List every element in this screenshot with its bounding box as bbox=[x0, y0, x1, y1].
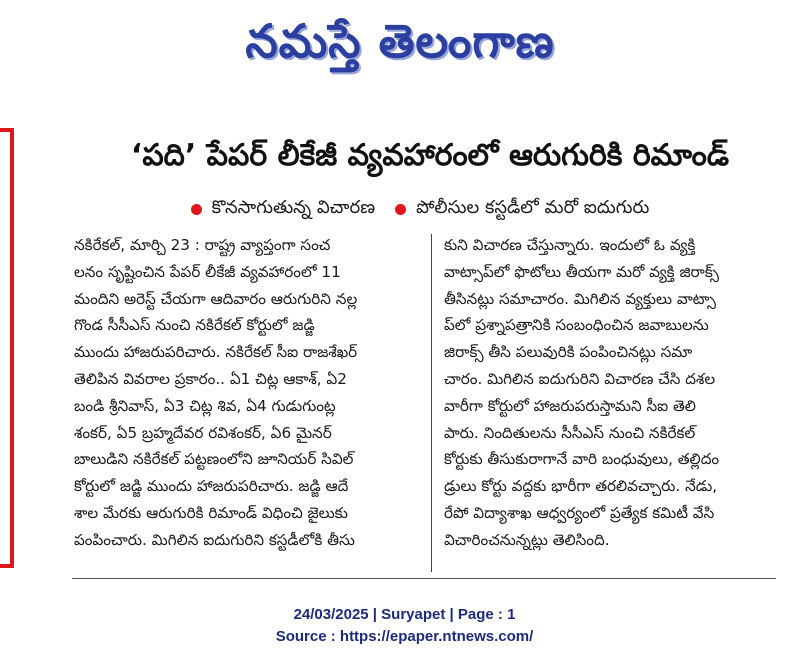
bullet-icon bbox=[395, 204, 406, 215]
bullet-icon bbox=[191, 204, 202, 215]
article-body-left-column bbox=[74, 232, 426, 572]
body-line: గొండ సీసీఎస్ నుంచి నకిరేకల్ కోర్టులో జడ్జి bbox=[74, 316, 315, 335]
body-line: నకిరేకల్, మార్చి 23 : రాష్ట్ర వ్యాప్తంగా సంచ bbox=[74, 236, 331, 254]
body-line: కుని విచారణ చేస్తున్నారు. ఇందులో ఓ వ్యక్తి bbox=[444, 236, 696, 254]
body-line: ప్‌లో ప్రశ్నాపత్రానికి సంబంధించిన జవాబులను bbox=[444, 316, 709, 335]
body-line: మందిని అరెస్ట్ చేయగా ఆదివారం ఆరుగురిని నల్ల bbox=[74, 289, 358, 308]
body-line: పంపించారు. మిగిలిన ఐదుగురిని కస్టడీలోకి తీసు bbox=[74, 530, 355, 549]
masthead-logo bbox=[190, 2, 610, 80]
column-divider bbox=[431, 234, 432, 572]
article-bottom-rule bbox=[72, 578, 776, 579]
body-line: వారీగా కోర్టులో హాజరుపరుస్తామని సీఐ తెలి bbox=[444, 396, 696, 415]
body-line: రేపో విద్యాశాఖ ఆధ్వర్యంలో ప్రత్యేక కమిటీ వేసి bbox=[444, 503, 715, 522]
body-line: చారం. మిగిలిన ఐదుగురిని విచారణ చేసి దశల bbox=[444, 369, 716, 388]
body-line: శంకర్, ఏ5 బ్రహ్మదేవర రవిశంకర్, ఏ6 మైనర్ bbox=[74, 423, 332, 442]
subhead-2 bbox=[395, 197, 649, 222]
body-line: విచారించనున్నట్లు తెలిసింది. bbox=[444, 530, 610, 549]
subhead-1 bbox=[191, 197, 376, 222]
body-line: లనం సృష్టించిన పేపర్ లీకేజీ వ్యవహారంలో 11 bbox=[74, 262, 341, 281]
body-line: తీసినట్లు సమాచారం. మిగిలిన వ్యక్తులు వాట్సా bbox=[444, 289, 716, 308]
edition-info: 24/03/2025 | Suryapet | Page : 1 bbox=[293, 606, 516, 623]
adjacent-article-frame bbox=[0, 128, 14, 568]
body-line: కోర్టులో జడ్జి ముందు హాజరుపరిచారు. జడ్జి ఆదే bbox=[74, 477, 349, 496]
body-line: వాట్సాప్‌లో ఫొటోలు తీయగా మరో వ్యక్తి జిరాక్స్ bbox=[444, 262, 719, 281]
article-body-right-column bbox=[438, 232, 774, 572]
body-line: జిరాక్స్ తీసి పలువురికి పంపించినట్లు సమా bbox=[444, 343, 693, 362]
body-line: డ్రులు కోర్టు వద్దకు భారీగా తరలివచ్చారు. నేడు, bbox=[444, 477, 718, 496]
body-line: పారు. నిందితులను సీసీఎస్ నుంచి నకిరేకల్ bbox=[444, 423, 696, 442]
article-headline: ‘పది’ పేపర్ లీకేజీ వ్యవహారంలో ఆరుగురికి రిమాండ్ bbox=[130, 138, 730, 173]
body-line: బాలుడిని నకిరేకల్ పట్టణంలోని జూనియర్ సివిల్ bbox=[74, 450, 354, 469]
article-subheads bbox=[100, 192, 740, 226]
masthead-title: నమస్తే తెలంగాణ bbox=[245, 14, 555, 68]
subhead-1-text: కొనసాగుతున్న విచారణ bbox=[211, 196, 376, 218]
body-line: శాల మేరకు ఆరుగురికి రిమాండ్ విధించి జైలుకు bbox=[74, 503, 348, 522]
source-link[interactable]: Source : https://epaper.ntnews.com/ bbox=[275, 628, 534, 645]
body-line: కోర్టుకు తీసుకురాగానే వారి బంధువులు, తల్లిదం bbox=[444, 450, 720, 469]
body-line: బండి శ్రీనివాస్, ఏ3 చిట్ల శివ, ఏ4 గుడుగుంట్ల bbox=[74, 396, 336, 415]
body-line: తెలిపిన వివరాల ప్రకారం.. ఏ1 చిట్ల ఆకాశ్, ఏ2 bbox=[74, 369, 347, 388]
body-line: ముందు హాజరుపరిచారు. నకిరేకల్ సీఐ రాజశేఖర్ bbox=[74, 343, 358, 362]
subhead-2-text: పోలీసుల కస్టడీలో మరో ఐదుగురు bbox=[416, 196, 650, 218]
